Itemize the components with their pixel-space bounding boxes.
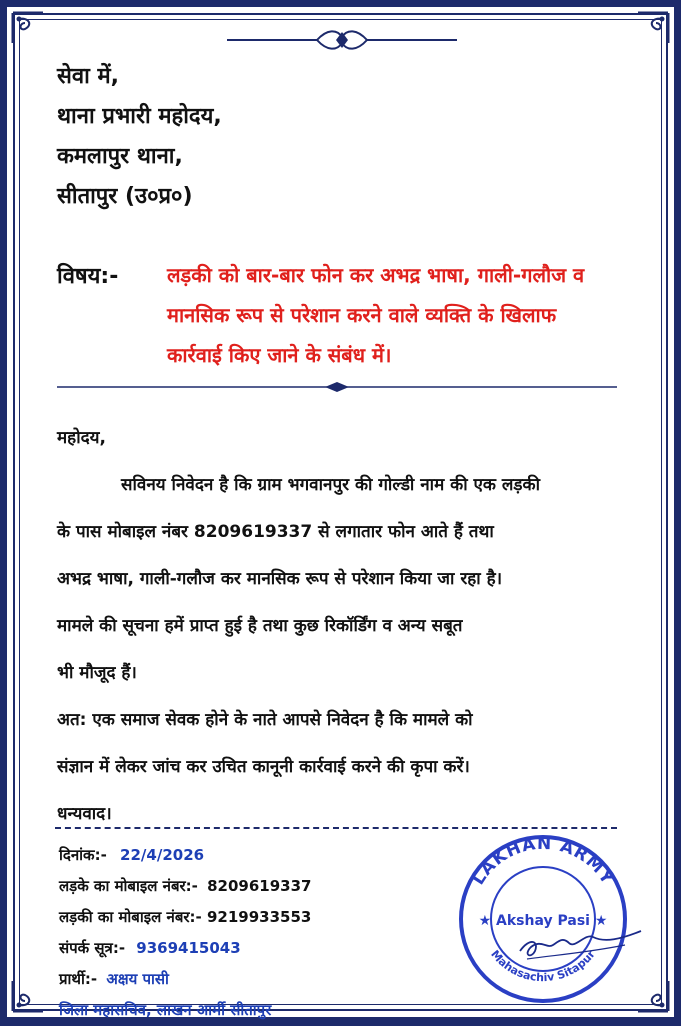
boy-mobile-value: 8209619337: [207, 877, 312, 895]
corner-ornament-icon: [636, 11, 670, 45]
girl-mobile-label: लड़की का मोबाइल नंबर:-: [59, 908, 202, 926]
salutation: महोदय,: [57, 428, 106, 448]
address-line: सीतापुर (उ०प्र०): [57, 184, 193, 209]
letter-page: [7, 7, 674, 1017]
body-line: के पास मोबाइल नंबर 8209619337 से लगातार फोन आते हैं तथा: [57, 522, 494, 542]
girl-mobile-value: 9219933553: [207, 908, 312, 926]
subject-line: कार्रवाई किए जाने के संबंध में।: [167, 343, 392, 367]
svg-text:LAKHAN ARMY: [468, 834, 617, 889]
official-stamp: [435, 833, 651, 1005]
address-line: सेवा में,: [57, 64, 119, 89]
subject-label: विषय:-: [57, 264, 119, 289]
applicant-row: [59, 964, 312, 995]
letter-body: [57, 415, 637, 829]
contact-value: 9369415043: [136, 939, 241, 957]
boy-mobile-label: लड़के का मोबाइल नंबर:-: [59, 877, 198, 895]
address-line: थाना प्रभारी महोदय,: [57, 104, 222, 129]
stamp-bottom-text: Mahasachiv Sitapur: [488, 947, 598, 985]
closing-thanks: धन्यवाद।: [57, 804, 112, 824]
footer-divider: [55, 827, 617, 829]
body-line: अभद्र भाषा, गाली-गलौज कर मानसिक रूप से परेशान किया जा रहा है।: [57, 569, 503, 589]
contact-label: संपर्क सूत्र:-: [59, 939, 126, 957]
date-label: दिनांक:-: [59, 846, 107, 864]
designation: जिला महासचिव, लाखन आर्मी सीतापुर: [59, 1001, 272, 1019]
applicant-label: प्रार्थी:-: [59, 970, 98, 988]
header-flourish-icon: [227, 27, 457, 53]
address-line: कमलापुर थाना,: [57, 144, 183, 169]
stamp-top-text: LAKHAN ARMY: [468, 833, 618, 889]
applicant-value: अक्षय पासी: [106, 970, 169, 988]
boy-mobile-row: [59, 871, 312, 902]
body-line: सविनय निवेदन है कि ग्राम भगवानपुर की गोल्डी नाम की एक लड़की: [121, 475, 540, 495]
girl-mobile-row: [59, 902, 312, 933]
subject-line: मानसिक रूप से परेशान करने वाले व्यक्ति के खिलाफ: [167, 303, 557, 327]
subject-text: [167, 255, 617, 375]
contact-row: [59, 933, 312, 964]
corner-ornament-icon: [11, 11, 45, 45]
subject-line: लड़की को बार-बार फोन कर अभद्र भाषा, गाली-गलौज व: [167, 263, 585, 287]
body-line: मामले की सूचना हमें प्राप्त हुई है तथा कुछ रिकॉर्डिंग व अन्य सबूत: [57, 616, 463, 636]
footer-details: [59, 840, 312, 1026]
body-line: भी मौजूद हैं।: [57, 663, 137, 683]
date-value: 22/4/2026: [120, 846, 205, 864]
body-line: संज्ञान में लेकर जांच कर उचित कानूनी कार्रवाई करने की कृपा करें।: [57, 757, 470, 777]
recipient-address: [57, 57, 222, 217]
corner-ornament-icon: [11, 979, 45, 1013]
section-divider-icon: [57, 381, 617, 393]
stamp-center-text: ★ Akshay Pasi ★: [478, 913, 608, 929]
body-line: अत: एक समाज सेवक होने के नाते आपसे निवेदन है कि मामले को: [57, 710, 473, 730]
date-row: [59, 840, 312, 871]
signature-underline-icon: [527, 945, 625, 959]
